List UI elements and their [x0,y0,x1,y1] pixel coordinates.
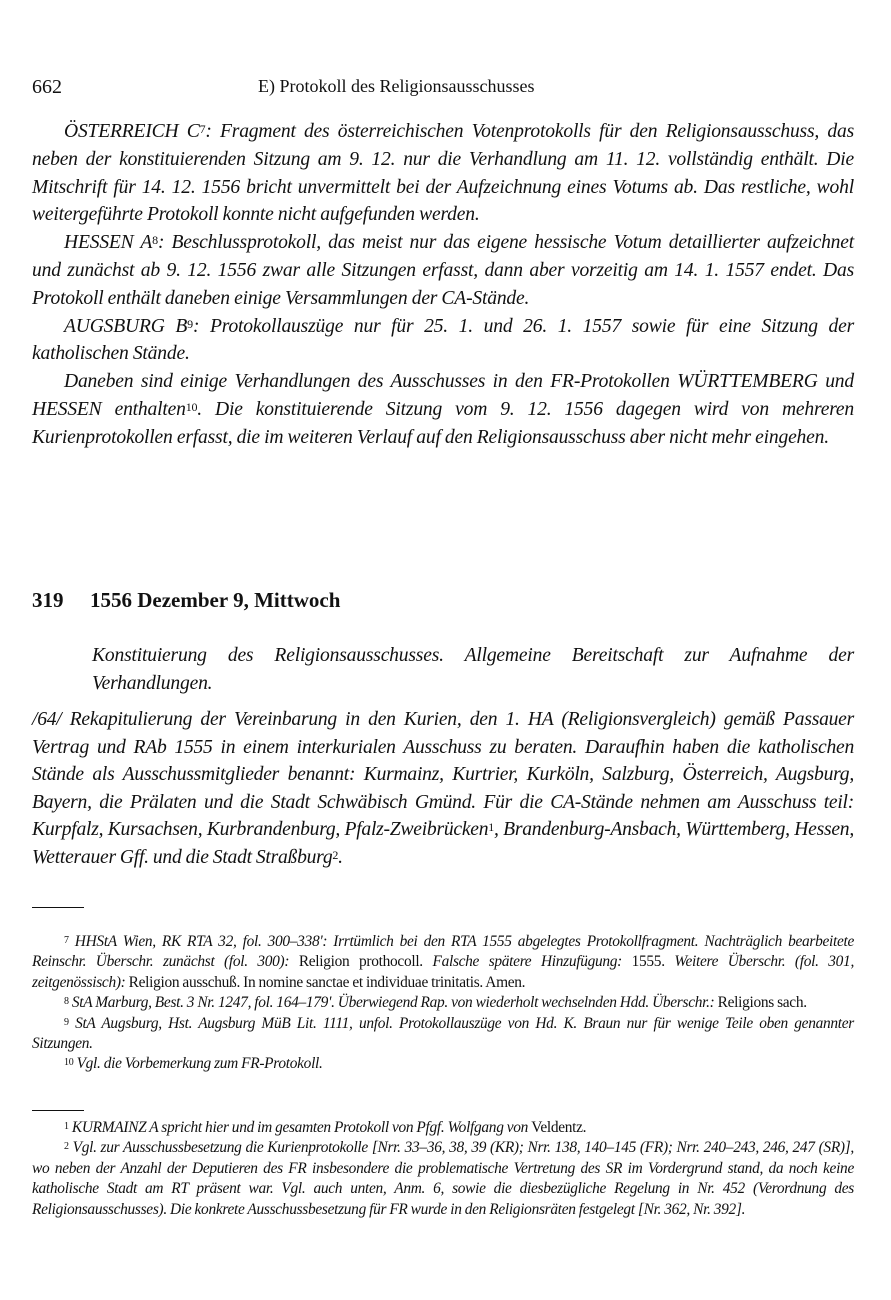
footnote [32,1014,854,1055]
footnote-text: Falsche spätere Hinzufügung: [432,953,632,971]
text-footnotes [32,1118,854,1220]
footnote-divider [32,907,84,908]
document-body [32,706,854,872]
body-text: , Brandenburg-Ansbach, Württemberg, Hessen, Wetterauer Gff. und die Stadt Straßburg [32,819,854,868]
intro-paragraph [32,313,854,369]
footnote-ref: 2 [332,847,339,862]
footnote-ref: 9 [187,316,193,331]
footnote-number: 10 [64,1057,74,1069]
footnote-ref: 10 [185,399,198,414]
footnote-number: 1 [64,1121,69,1132]
footnote [32,932,854,993]
source-description: : Protokollauszüge nur für 25. 1. und 26. 1. 1557 sowie für eine Sitzung der katholischen Stände. [32,315,855,365]
footnote-text: KURMAINZ A spricht hier und im gesamten Protokoll von Pfgf. Wolfgang von [71,1119,532,1136]
footnote-text: StA Marburg, Best. 3 Nr. 1247, fol. 164–179'. Überwiegend Rap. von wiederholt wechselnden Hdd. Überschr.: [71,994,718,1012]
intro-paragraph [32,229,854,312]
body-text: . [338,846,343,868]
footnote-text: Vgl. zur Ausschussbesetzung die Kurienprotokolle [Nrr. 33–36, 38, 39 (KR); Nrr. 138, 140–145 (FR); Nrr. 240–243, 246, 247 (SR)], wo neben der Anzahl der Deputieren des FR insbesondere die problematische Vertretung des SR im Vordergrund stand, da noch keine katholische Stadt am RT präsent war. Vgl. auch unten, Anm. 6, sowie die diesbezügliche Regelung in Nr. 452 (Verordnung des Religionsausschusses). Die konkrete Ausschussbesetzung für FR wurde in den Religionsräten festgelegt [Nr. 362, Nr. 392]. [32,1139,854,1218]
footnote-number: 2 [64,1141,69,1153]
footnote-ref: 1 [488,820,495,835]
footnote-text: 1555. [631,953,675,971]
source-label: ÖSTERREICH C [64,121,200,142]
footnote-number: 7 [64,935,69,946]
source-description: : Beschlussprotokoll, das meist nur das eigene hessische Votum detaillierter aufzeichnet und zunächst ab 9. 12. 1556 zwar alle Sitzungen erfasst, dann aber vorzeitig am 14. 1. 1557 endet. Das Protokoll enthält daneben einige Versammlungen der CA-Stände. [32,232,854,309]
footnote-text: StA Augsburg, Hst. Augsburg MüB Lit. 1111, unfol. Protokollauszüge von Hd. K. Braun nur für wenige Teile oben genannter Sitzungen. [32,1014,854,1053]
footnote [32,1054,854,1074]
document-heading [32,588,854,613]
footnote-ref: 7 [199,122,206,136]
running-title: E) Protokoll des Religionsausschusses [258,76,535,96]
document-date: 1556 Dezember 9, Mittwoch [90,588,341,612]
footnote-number: 8 [64,996,69,1008]
footnote-text: HHStA Wien, RK RTA 32, fol. 300–338': Irrtümlich bei den RTA 1555 abgelegtes Protokollfragment. Nachträglich bearbeitete Reinschr. Überschr. zunächst (fol. 300): [32,933,854,971]
footnote-text: Religion ausschuß. In nomine sanctae et individuae trinitatis. Amen. [128,973,526,991]
footnote-number: 9 [64,1016,69,1028]
intro-paragraph [32,118,854,229]
body-text: /64/ Rekapitulierung der Vereinbarung in den Kurien, den 1. HA (Religionsvergleich) gemäß Passauer Vertrag und RAb 1555 in einem interkurialen Ausschuss zu beraten. Daraufhin haben die katholischen Stände als Ausschussmitglieder benannt: Kurmainz, Kurtrier, Kurköln, Salzburg, Österreich, Augsburg, Bayern, die Prälaten und die Stadt Schwäbisch Gmünd. Für die CA-Stände nehmen am Ausschuss teil: Kurpfalz, Kursachsen, Kurbrandenburg, Pfalz-Zweibrücken [32,709,854,841]
source-footnotes [32,932,854,1075]
page-number: 662 [32,76,62,98]
footnote [32,1138,854,1220]
footnote [32,993,854,1013]
footnote-ref: 8 [152,233,158,248]
footnote-text: Vgl. die Vorbemerkung zum FR-Protokoll. [76,1055,323,1073]
document-summary: Konstituierung des Religionsausschusses. Allgemeine Bereitschaft zur Aufnahme der Verhandlungen. [92,645,854,694]
source-description: : Fragment des österreichischen Votenprotokolls für den Religionsausschuss, das neben der konstituierenden Sitzung am 9. 12. nur die Verhandlung am 11. 12. vollständig enthält. Die Mitschrift für 14. 12. 1556 bricht unvermittelt bei der Aufzeichnung eines Votums ab. Das restliche, wohl weitergeführte Protokoll konnte nicht aufgefunden werden. [32,121,854,226]
intro-section [32,118,854,452]
footnote-text: Religions sach. [717,994,807,1012]
footnote-text: Religion prothocoll. [298,953,433,971]
intro-paragraph [32,368,854,451]
paragraph-text: . Die konstituierende Sitzung vom 9. 12. 1556 dagegen wird von mehreren Kurienprotokollen erfasst, die im weiteren Verlauf auf den Religionsausschuss aber nicht mehr eingehen. [32,398,854,448]
document-number: 319 [32,588,64,612]
source-label: AUGSBURG B [64,315,188,337]
paragraph-text: Daneben sind einige Verhandlungen des Ausschusses in den FR-Protokollen WÜRTTEMBERG und HESSEN enthalten [32,371,854,420]
footnote-text: Weitere Überschr. (fol. 301, zeitgenössisch): [32,953,854,991]
footnote-text: Veldentz. [531,1119,587,1136]
source-label: HESSEN A [64,232,153,254]
footnote [32,1118,854,1138]
footnote-divider [32,1110,84,1111]
